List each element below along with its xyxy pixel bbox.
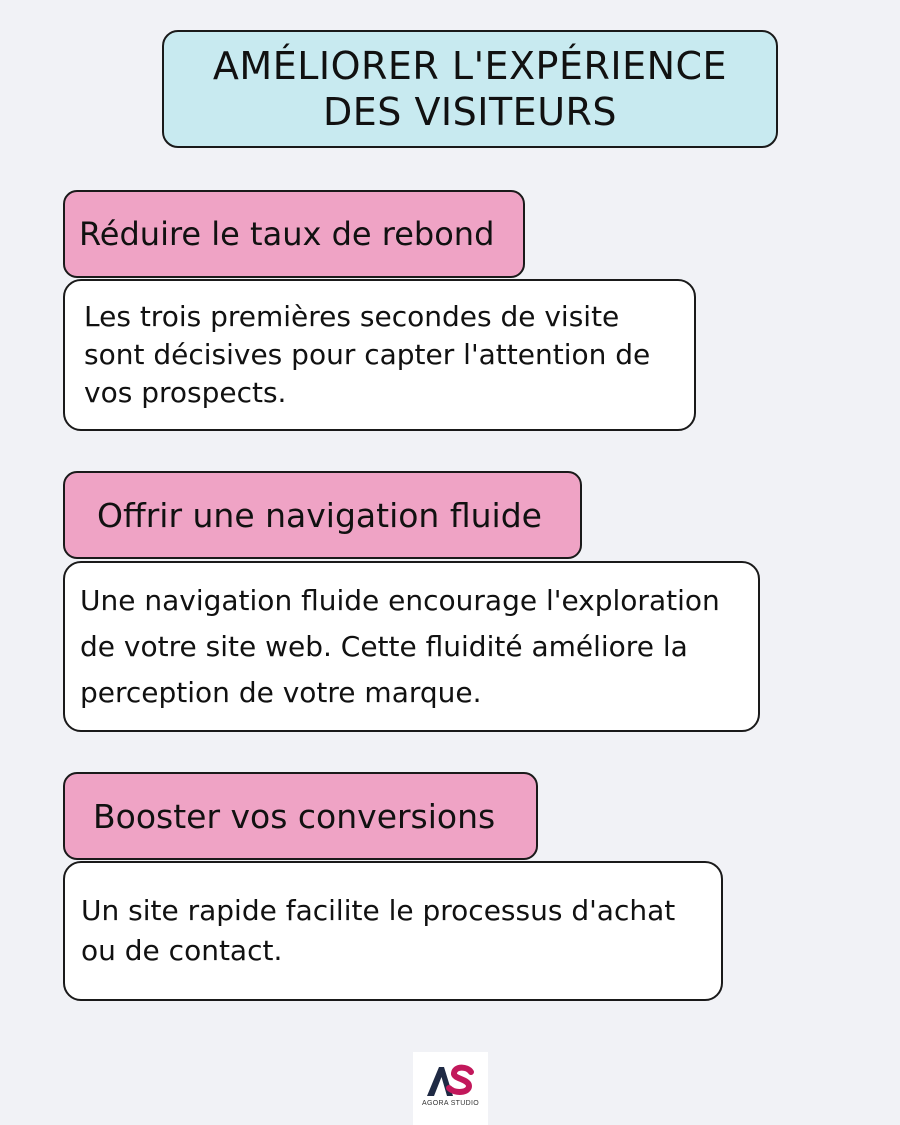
as-monogram-icon — [425, 1064, 477, 1098]
section-heading-text: Booster vos conversions — [93, 796, 496, 836]
section-heading-text: Offrir une navigation fluide — [97, 495, 542, 535]
page-title-line-2: DES VISITEURS — [322, 90, 618, 134]
page-title-line-1: AMÉLIORER L'EXPÉRIENCE — [212, 44, 728, 88]
section-heading-navigation — [63, 471, 582, 559]
section-card-bounce-rate — [63, 279, 696, 431]
section-heading-text: Réduire le taux de rebond — [79, 215, 495, 253]
section-card-conversions — [63, 861, 723, 1001]
agora-studio-logo — [413, 1052, 488, 1125]
logo-wordmark: AGORA STUDIO — [422, 1100, 479, 1107]
section-body-text: Une navigation fluide encourage l'exploration de votre site web. Cette fluidité améliore la perception de votre marque. — [80, 583, 720, 709]
title-banner — [162, 30, 778, 148]
section-body-text: Un site rapide facilite le processus d'achat ou de contact. — [81, 894, 676, 967]
section-card-navigation — [63, 561, 760, 732]
section-heading-bounce-rate — [63, 190, 525, 278]
section-body-text: Les trois premières secondes de visite sont décisives pour capter l'attention de vos prospects. — [84, 300, 651, 409]
section-heading-conversions — [63, 772, 538, 860]
